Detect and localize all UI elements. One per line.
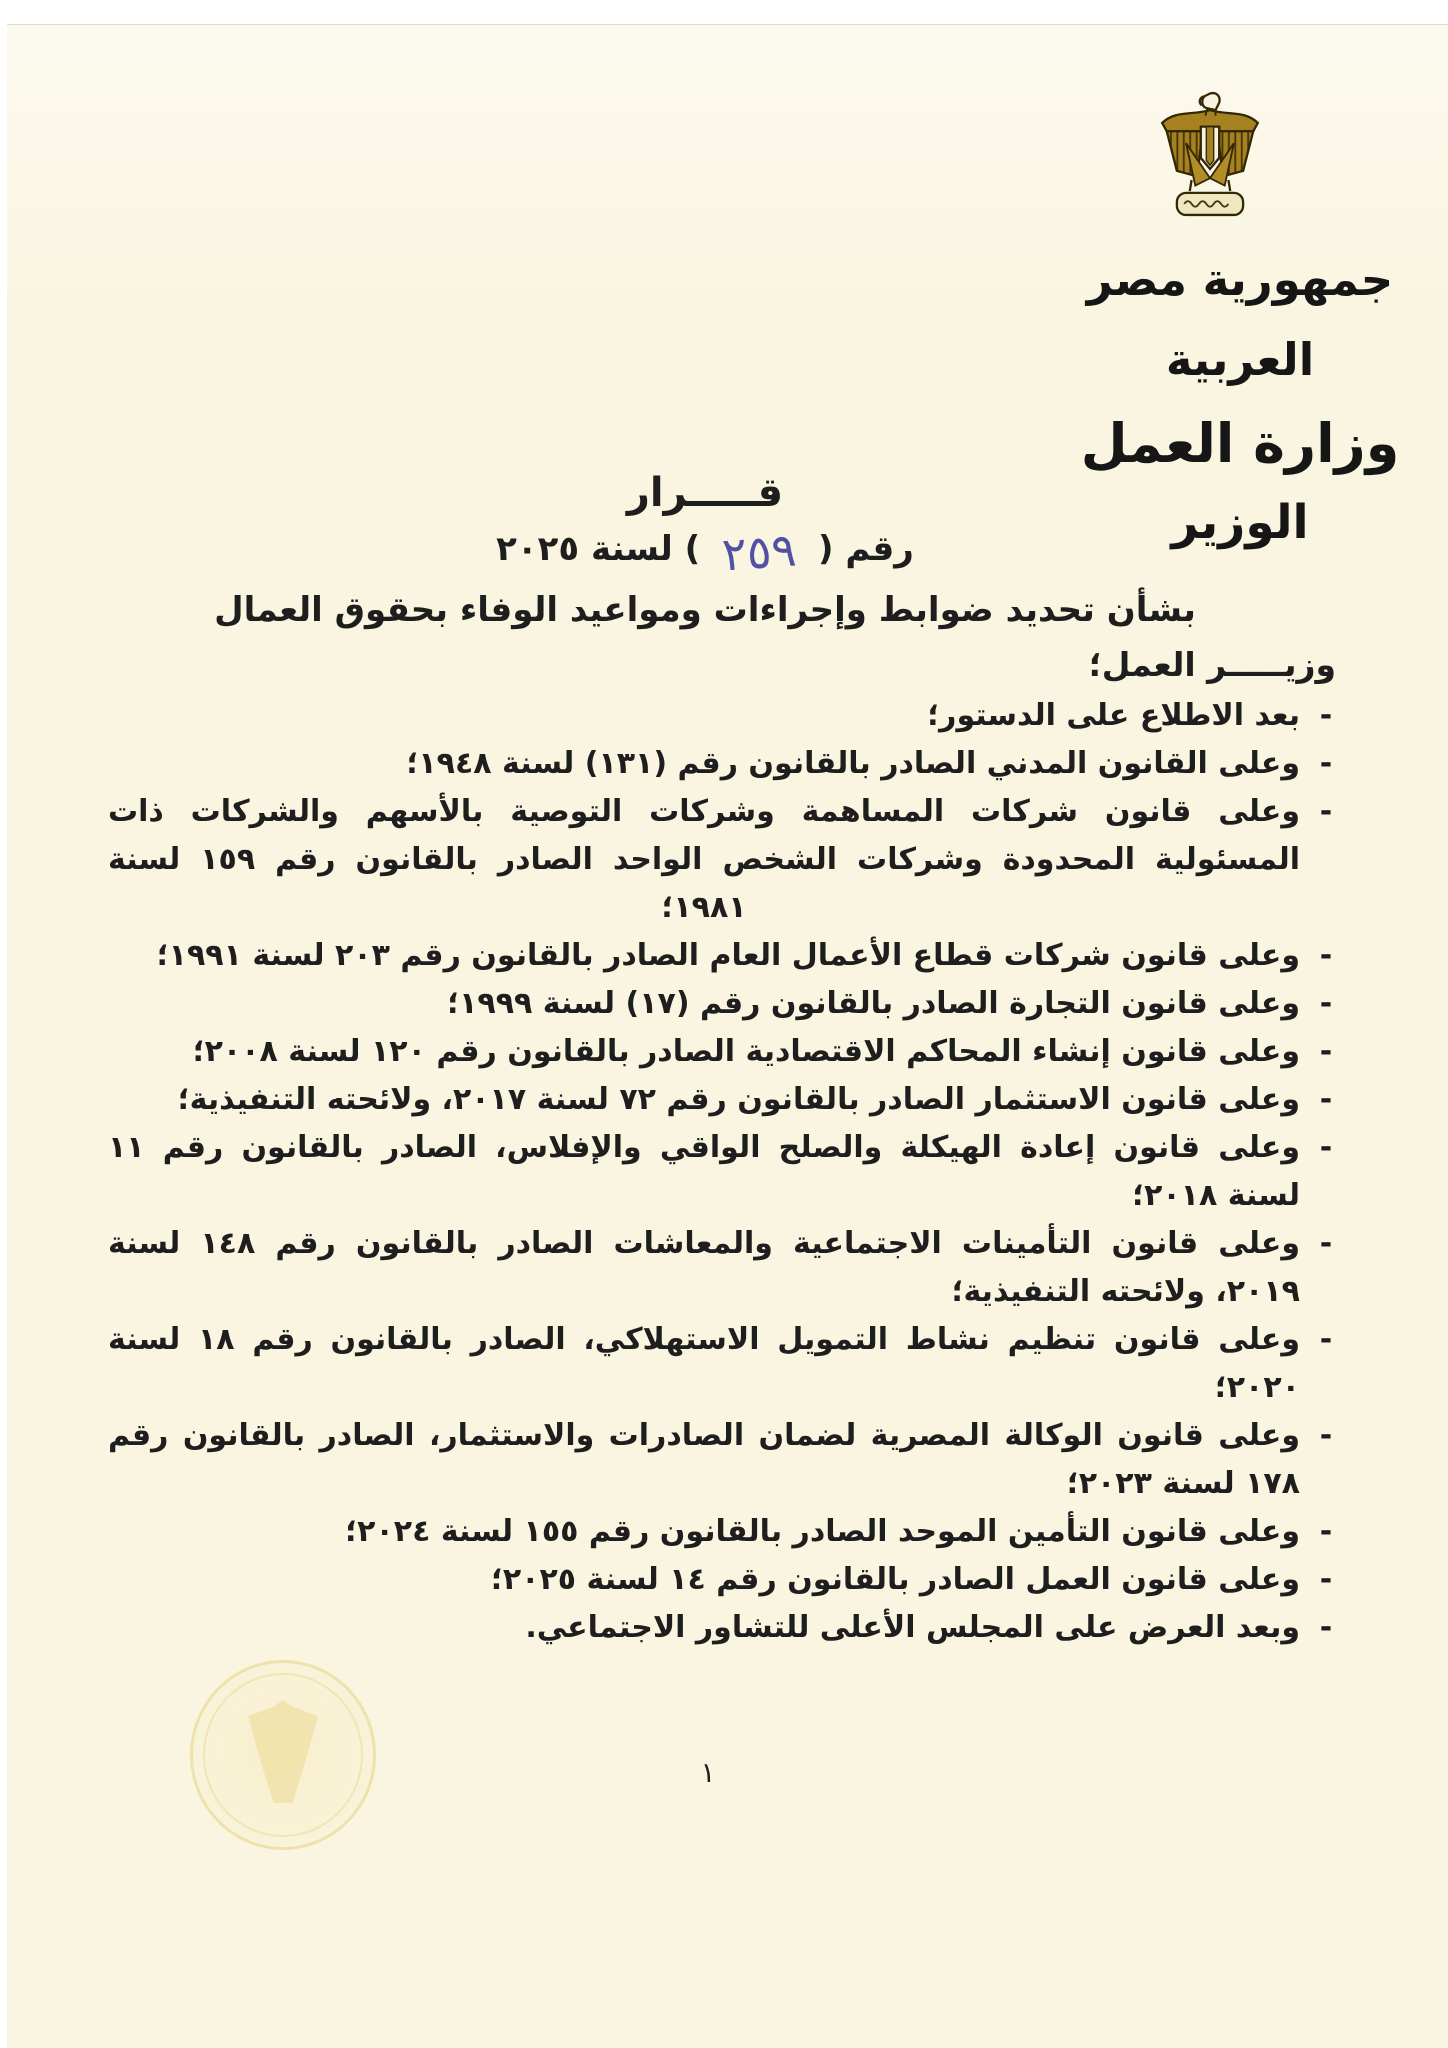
clause-item (108, 1028, 1340, 1076)
decree-number-prefix: رقم ( (806, 529, 914, 569)
clause-dash: - (1319, 1130, 1333, 1165)
decree-subject: بشأن تحديد ضوابط وإجراءات ومواعيد الوفاء بحقوق العمال (214, 590, 1196, 630)
clause-item (108, 980, 1340, 1028)
decree-number-line (110, 518, 1300, 580)
minister-word: الوزير (1171, 495, 1309, 550)
decree-word: قـــــرار (626, 470, 784, 516)
clause-dash: - (1319, 986, 1333, 1021)
clause-dash: - (1319, 1610, 1333, 1645)
clause-item (108, 692, 1340, 740)
decree-title-block (110, 468, 1300, 638)
clause-item (108, 1556, 1340, 1604)
clause-text: وعلى قانون الوكالة المصرية لضمان الصادرات والاستثمار، الصادر بالقانون رقم ١٧٨ لسنة ٢٠٢٣؛ (108, 1418, 1300, 1501)
clause-dash: - (1319, 698, 1333, 733)
handwritten-decree-number: ٢٥٩ (720, 522, 798, 582)
clause-dash: - (1319, 1514, 1333, 1549)
decree-number-suffix: ) لسنة ٢٠٢٥ (496, 529, 713, 569)
clause-text: وبعد العرض على المجلس الأعلى للتشاور الاجتماعي. (525, 1610, 1300, 1645)
clause-text: وعلى قانون إنشاء المحاكم الاقتصادية الصادر بالقانون رقم ١٢٠ لسنة ٢٠٠٨؛ (192, 1034, 1300, 1069)
minister-heading: وزيـــــر العمل؛ (1088, 645, 1336, 684)
clause-item (108, 740, 1340, 788)
clause-dash: - (1319, 794, 1333, 829)
clause-item (108, 1124, 1340, 1220)
clause-text: وعلى قانون إعادة الهيكلة والصلح الواقي والإفلاس، الصادر بالقانون رقم ١١ لسنة ٢٠١٨؛ (108, 1130, 1300, 1213)
clause-dash: - (1319, 746, 1333, 781)
egypt-eagle-emblem-icon (1152, 88, 1268, 226)
clause-text: وعلى قانون تنظيم نشاط التمويل الاستهلاكي، الصادر بالقانون رقم ١٨ لسنة ٢٠٢٠؛ (108, 1322, 1300, 1405)
clause-item (108, 932, 1340, 980)
clause-dash: - (1319, 1226, 1333, 1261)
clause-item (108, 1604, 1340, 1652)
ministry-seal-watermark-icon (190, 1660, 376, 1850)
clause-text: وعلى قانون شركات قطاع الأعمال العام الصادر بالقانون رقم ٢٠٣ لسنة ١٩٩١؛ (156, 938, 1300, 973)
clause-dash: - (1319, 1034, 1333, 1069)
clause-item (108, 1220, 1340, 1316)
clause-text: وعلى القانون المدني الصادر بالقانون رقم (١٣١) لسنة ١٩٤٨؛ (406, 746, 1300, 781)
clause-item (108, 1508, 1340, 1556)
preamble-clause-list (108, 692, 1340, 1652)
clause-dash: - (1319, 938, 1333, 973)
clause-text: وعلى قانون الاستثمار الصادر بالقانون رقم ٧٢ لسنة ٢٠١٧، ولائحته التنفيذية؛ (177, 1082, 1300, 1117)
clause-dash: - (1319, 1562, 1333, 1597)
clause-text: بعد الاطلاع على الدستور؛ (927, 698, 1300, 733)
clause-text: وعلى قانون شركات المساهمة وشركات التوصية بالأسهم والشركات ذات المسئولية المحدودة وشركات الشخص الواحد الصادر بالقانون رقم ١٥٩ لسنة ١٩٨١؛ (108, 794, 1300, 925)
clause-text: وعلى قانون التأمينات الاجتماعية والمعاشات الصادر بالقانون رقم ١٤٨ لسنة ٢٠١٩، ولائحته التنفيذية؛ (108, 1226, 1300, 1309)
clause-dash: - (1319, 1082, 1333, 1117)
clause-item (108, 1412, 1340, 1508)
clause-item (108, 788, 1340, 932)
republic-name: جمهورية مصر العربية (1086, 253, 1394, 386)
ministry-name: وزارة العمل (1080, 412, 1400, 475)
page-number: ١ (700, 1756, 716, 1789)
clause-text: وعلى قانون التجارة الصادر بالقانون رقم (١٧) لسنة ١٩٩٩؛ (447, 986, 1300, 1021)
clause-dash: - (1319, 1322, 1333, 1357)
clause-text: وعلى قانون التأمين الموحد الصادر بالقانون رقم ١٥٥ لسنة ٢٠٢٤؛ (345, 1514, 1300, 1549)
clause-dash: - (1319, 1418, 1333, 1453)
clause-item (108, 1076, 1340, 1124)
clause-text: وعلى قانون العمل الصادر بالقانون رقم ١٤ لسنة ٢٠٢٥؛ (490, 1562, 1300, 1597)
clause-item (108, 1316, 1340, 1412)
